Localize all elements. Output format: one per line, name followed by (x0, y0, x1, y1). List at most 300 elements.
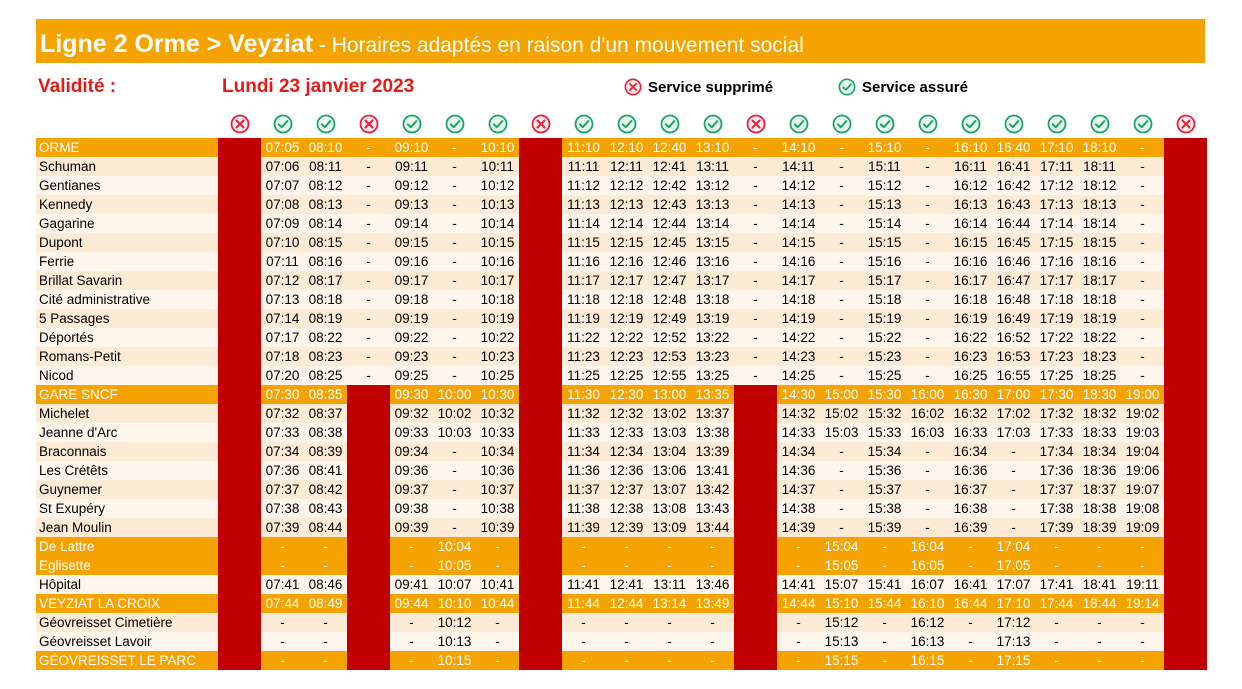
time-cell: 15:38 (863, 499, 906, 518)
time-cell: 10:07 (433, 575, 476, 594)
time-cell: - (1035, 651, 1078, 670)
time-cell: - (1078, 556, 1121, 575)
stop-row (36, 480, 1207, 499)
suppressed-cell (218, 233, 261, 252)
time-cell: - (562, 556, 605, 575)
suppressed-cell (519, 138, 562, 157)
time-cell: - (906, 347, 949, 366)
time-cell: - (347, 214, 390, 233)
time-cell: 08:11 (304, 157, 347, 176)
suppressed-cell (1164, 651, 1207, 670)
time-cell: 16:49 (992, 309, 1035, 328)
check-circle-icon (1090, 114, 1110, 134)
time-cell: 11:30 (562, 385, 605, 404)
time-cell: 13:18 (691, 290, 734, 309)
time-cell: - (390, 537, 433, 556)
time-cell: 11:33 (562, 423, 605, 442)
time-cell: 16:04 (906, 537, 949, 556)
time-cell: - (433, 290, 476, 309)
time-cell: 16:44 (992, 214, 1035, 233)
time-cell: - (433, 366, 476, 385)
time-cell: - (734, 328, 777, 347)
suppressed-cell (1164, 556, 1207, 575)
time-cell: - (949, 632, 992, 651)
time-cell: 11:10 (562, 138, 605, 157)
time-cell: - (820, 252, 863, 271)
time-cell: - (1121, 271, 1164, 290)
time-cell: 11:22 (562, 328, 605, 347)
time-cell: 12:30 (605, 385, 648, 404)
legend-suppressed (624, 78, 773, 96)
suppressed-cell (347, 651, 390, 670)
time-cell: - (648, 556, 691, 575)
time-cell: 15:10 (863, 138, 906, 157)
stop-row (36, 290, 1207, 309)
time-cell: - (1121, 290, 1164, 309)
stop-name: Dupont (36, 233, 218, 252)
time-cell: 16:11 (949, 157, 992, 176)
time-cell: 15:11 (863, 157, 906, 176)
time-cell: - (562, 537, 605, 556)
time-cell: 15:39 (863, 518, 906, 537)
time-cell: - (1121, 651, 1164, 670)
timetable (36, 138, 1207, 670)
suppressed-cell (218, 157, 261, 176)
stop-row (36, 138, 1207, 157)
time-cell: - (347, 195, 390, 214)
time-cell: - (906, 480, 949, 499)
suppressed-cell (347, 556, 390, 575)
time-cell: - (1121, 176, 1164, 195)
time-cell: 09:44 (390, 594, 433, 613)
time-cell: 13:09 (648, 518, 691, 537)
time-cell: - (1035, 556, 1078, 575)
time-cell: 15:44 (863, 594, 906, 613)
time-cell: - (949, 556, 992, 575)
time-cell: 15:32 (863, 404, 906, 423)
stop-name: Eglisette (36, 556, 218, 575)
time-cell: - (734, 309, 777, 328)
time-cell: 16:39 (949, 518, 992, 537)
time-cell: - (1121, 309, 1164, 328)
time-cell: 13:23 (691, 347, 734, 366)
time-cell: - (691, 613, 734, 632)
time-cell: - (605, 613, 648, 632)
time-cell: 11:18 (562, 290, 605, 309)
stop-row (36, 176, 1207, 195)
time-cell: 08:15 (304, 233, 347, 252)
check-circle-icon (1133, 114, 1153, 134)
suppressed-cell (218, 195, 261, 214)
suppressed-cell (734, 461, 777, 480)
service-status-row (0, 114, 1242, 136)
time-cell: 08:39 (304, 442, 347, 461)
time-cell: 10:44 (476, 594, 519, 613)
time-cell: 15:18 (863, 290, 906, 309)
time-cell: 15:14 (863, 214, 906, 233)
suppressed-cell (519, 651, 562, 670)
check-circle-icon (961, 114, 981, 134)
time-cell: - (347, 328, 390, 347)
time-cell: 19:14 (1121, 594, 1164, 613)
time-cell: 10:10 (476, 138, 519, 157)
time-cell: 13:04 (648, 442, 691, 461)
time-cell: - (433, 252, 476, 271)
title-banner (36, 19, 1205, 63)
stop-name: Romans-Petit (36, 347, 218, 366)
time-cell: - (906, 328, 949, 347)
time-cell: 12:44 (605, 594, 648, 613)
suppressed-cell (218, 404, 261, 423)
suppressed-cell (1164, 195, 1207, 214)
suppressed-cell (218, 271, 261, 290)
time-cell: 12:48 (648, 290, 691, 309)
suppressed-cell (1164, 480, 1207, 499)
time-cell: 12:17 (605, 271, 648, 290)
time-cell: - (820, 518, 863, 537)
time-cell: 10:25 (476, 366, 519, 385)
stop-name: Ferrie (36, 252, 218, 271)
time-cell: 18:34 (1078, 442, 1121, 461)
time-cell: - (820, 366, 863, 385)
suppressed-cell (519, 195, 562, 214)
time-cell: 16:36 (949, 461, 992, 480)
check-circle-icon (838, 78, 856, 96)
time-cell: 07:44 (261, 594, 304, 613)
time-cell: - (433, 271, 476, 290)
time-cell: - (734, 157, 777, 176)
time-cell: 16:42 (992, 176, 1035, 195)
time-cell: - (261, 556, 304, 575)
time-cell: 07:09 (261, 214, 304, 233)
suppressed-cell (519, 423, 562, 442)
time-cell: 10:16 (476, 252, 519, 271)
time-cell: - (605, 632, 648, 651)
time-cell: 12:46 (648, 252, 691, 271)
stop-row (36, 252, 1207, 271)
stop-row (36, 195, 1207, 214)
time-cell: 17:00 (992, 385, 1035, 404)
suppressed-cell (519, 176, 562, 195)
time-cell: 12:15 (605, 233, 648, 252)
time-cell: - (562, 651, 605, 670)
time-cell: 17:15 (992, 651, 1035, 670)
time-cell: 11:23 (562, 347, 605, 366)
time-cell: 13:38 (691, 423, 734, 442)
stop-row (36, 423, 1207, 442)
time-cell: 10:10 (433, 594, 476, 613)
time-cell: 08:44 (304, 518, 347, 537)
time-cell: - (734, 366, 777, 385)
time-cell: - (820, 290, 863, 309)
time-cell: 07:08 (261, 195, 304, 214)
suppressed-cell (1164, 442, 1207, 461)
suppressed-cell (347, 480, 390, 499)
time-cell: - (1078, 537, 1121, 556)
time-cell: 18:14 (1078, 214, 1121, 233)
legend-ensured-label: Service assuré (862, 78, 968, 96)
time-cell: 13:03 (648, 423, 691, 442)
stop-row (36, 271, 1207, 290)
stop-row (36, 328, 1207, 347)
suppressed-cell (519, 632, 562, 651)
time-cell: 15:10 (820, 594, 863, 613)
stop-name: Gagarine (36, 214, 218, 233)
time-cell: - (1035, 613, 1078, 632)
time-cell: 16:12 (949, 176, 992, 195)
time-cell: 14:37 (777, 480, 820, 499)
time-cell: 10:30 (476, 385, 519, 404)
time-cell: 12:52 (648, 328, 691, 347)
time-cell: 12:43 (648, 195, 691, 214)
time-cell: - (433, 309, 476, 328)
time-cell: 10:22 (476, 328, 519, 347)
time-cell: 17:34 (1035, 442, 1078, 461)
time-cell: 13:07 (648, 480, 691, 499)
suppressed-cell (218, 176, 261, 195)
time-cell: - (433, 518, 476, 537)
time-cell: - (906, 157, 949, 176)
time-cell: 18:36 (1078, 461, 1121, 480)
check-circle-icon (660, 114, 680, 134)
time-cell: 09:41 (390, 575, 433, 594)
suppressed-cell (218, 480, 261, 499)
time-cell: 18:44 (1078, 594, 1121, 613)
suppressed-cell (734, 575, 777, 594)
suppressed-cell (347, 385, 390, 404)
time-cell: - (433, 499, 476, 518)
time-cell: - (433, 214, 476, 233)
time-cell: - (347, 309, 390, 328)
suppressed-cell (734, 480, 777, 499)
time-cell: 12:45 (648, 233, 691, 252)
time-cell: - (992, 442, 1035, 461)
time-cell: 13:08 (648, 499, 691, 518)
suppressed-cell (519, 385, 562, 404)
time-cell: 12:39 (605, 518, 648, 537)
time-cell: 18:30 (1078, 385, 1121, 404)
time-cell: 15:17 (863, 271, 906, 290)
time-cell: - (304, 556, 347, 575)
time-cell: 16:16 (949, 252, 992, 271)
time-cell: 12:12 (605, 176, 648, 195)
time-cell: 10:14 (476, 214, 519, 233)
time-cell: - (1121, 366, 1164, 385)
time-cell: 18:33 (1078, 423, 1121, 442)
time-cell: 13:17 (691, 271, 734, 290)
time-cell: - (347, 157, 390, 176)
time-cell: - (304, 537, 347, 556)
time-cell: - (734, 347, 777, 366)
time-cell: 16:18 (949, 290, 992, 309)
time-cell: - (777, 537, 820, 556)
time-cell: - (347, 366, 390, 385)
stop-row (36, 461, 1207, 480)
time-cell: 16:33 (949, 423, 992, 442)
stop-name: Schuman (36, 157, 218, 176)
time-cell: 08:25 (304, 366, 347, 385)
time-cell: - (949, 537, 992, 556)
time-cell: 08:42 (304, 480, 347, 499)
suppressed-cell (519, 480, 562, 499)
check-circle-icon (1004, 114, 1024, 134)
stop-row (36, 385, 1207, 404)
time-cell: 13:19 (691, 309, 734, 328)
time-cell: 11:14 (562, 214, 605, 233)
time-cell: 17:25 (1035, 366, 1078, 385)
time-cell: 10:23 (476, 347, 519, 366)
stop-name: Déportés (36, 328, 218, 347)
time-cell: - (906, 309, 949, 328)
time-cell: 14:16 (777, 252, 820, 271)
time-cell: 10:03 (433, 423, 476, 442)
time-cell: 07:12 (261, 271, 304, 290)
time-cell: 08:41 (304, 461, 347, 480)
time-cell: - (605, 651, 648, 670)
time-cell: 14:18 (777, 290, 820, 309)
time-cell: - (949, 613, 992, 632)
time-cell: 12:23 (605, 347, 648, 366)
time-cell: - (1121, 214, 1164, 233)
time-cell: 15:02 (820, 404, 863, 423)
time-cell: 13:06 (648, 461, 691, 480)
time-cell: 08:49 (304, 594, 347, 613)
time-cell: 10:38 (476, 499, 519, 518)
stop-name: 5 Passages (36, 309, 218, 328)
time-cell: 13:46 (691, 575, 734, 594)
time-cell: 08:14 (304, 214, 347, 233)
time-cell: - (906, 252, 949, 271)
time-cell: 09:39 (390, 518, 433, 537)
time-cell: 15:12 (863, 176, 906, 195)
time-cell: 09:19 (390, 309, 433, 328)
time-cell: 14:33 (777, 423, 820, 442)
time-cell: - (992, 518, 1035, 537)
time-cell: 16:55 (992, 366, 1035, 385)
time-cell: - (820, 480, 863, 499)
time-cell: 12:41 (648, 157, 691, 176)
time-cell: 17:17 (1035, 271, 1078, 290)
suppressed-cell (218, 214, 261, 233)
time-cell: - (261, 537, 304, 556)
stop-row (36, 157, 1207, 176)
time-cell: - (863, 613, 906, 632)
time-cell: 09:14 (390, 214, 433, 233)
time-cell: 16:38 (949, 499, 992, 518)
time-cell: 07:07 (261, 176, 304, 195)
time-cell: - (1121, 252, 1164, 271)
check-circle-icon (789, 114, 809, 134)
check-circle-icon (316, 114, 336, 134)
time-cell: 12:32 (605, 404, 648, 423)
time-cell: - (820, 233, 863, 252)
stop-row (36, 404, 1207, 423)
time-cell: 17:16 (1035, 252, 1078, 271)
suppressed-cell (218, 518, 261, 537)
suppressed-cell (734, 518, 777, 537)
time-cell: - (261, 613, 304, 632)
time-cell: - (390, 613, 433, 632)
suppressed-cell (734, 651, 777, 670)
suppressed-cell (218, 252, 261, 271)
stop-name: Michelet (36, 404, 218, 423)
time-cell: 16:40 (992, 138, 1035, 157)
time-cell: - (906, 366, 949, 385)
time-cell: - (433, 195, 476, 214)
stop-row (36, 518, 1207, 537)
time-cell: 17:12 (992, 613, 1035, 632)
suppressed-cell (1164, 157, 1207, 176)
time-cell: - (1121, 613, 1164, 632)
time-cell: 12:53 (648, 347, 691, 366)
suppressed-cell (218, 385, 261, 404)
check-circle-icon (832, 114, 852, 134)
suppressed-cell (347, 575, 390, 594)
time-cell: - (820, 138, 863, 157)
time-cell: 10:12 (476, 176, 519, 195)
time-cell: 17:30 (1035, 385, 1078, 404)
time-cell: 13:00 (648, 385, 691, 404)
suppressed-cell (1164, 176, 1207, 195)
suppressed-cell (519, 347, 562, 366)
stop-row (36, 309, 1207, 328)
time-cell: 13:43 (691, 499, 734, 518)
stop-row (36, 613, 1207, 632)
time-cell: - (906, 176, 949, 195)
time-cell: - (562, 613, 605, 632)
time-cell: - (992, 461, 1035, 480)
time-cell: - (734, 195, 777, 214)
time-cell: 16:05 (906, 556, 949, 575)
time-cell: - (777, 556, 820, 575)
time-cell: - (433, 461, 476, 480)
time-cell: - (562, 632, 605, 651)
time-cell: 10:00 (433, 385, 476, 404)
time-cell: 15:00 (820, 385, 863, 404)
time-cell: - (734, 290, 777, 309)
stop-row (36, 442, 1207, 461)
time-cell: 18:38 (1078, 499, 1121, 518)
check-circle-icon (875, 114, 895, 134)
suppressed-cell (1164, 347, 1207, 366)
time-cell: - (1121, 556, 1164, 575)
time-cell: 14:23 (777, 347, 820, 366)
time-cell: - (347, 233, 390, 252)
time-cell: 16:15 (949, 233, 992, 252)
time-cell: - (390, 556, 433, 575)
time-cell: 11:38 (562, 499, 605, 518)
time-cell: 10:15 (433, 651, 476, 670)
check-circle-icon (918, 114, 938, 134)
time-cell: 14:10 (777, 138, 820, 157)
suppressed-cell (734, 613, 777, 632)
suppressed-cell (218, 138, 261, 157)
suppressed-cell (519, 214, 562, 233)
time-cell: 16:10 (906, 594, 949, 613)
time-cell: - (476, 613, 519, 632)
suppressed-cell (218, 632, 261, 651)
suppressed-cell (218, 347, 261, 366)
time-cell: - (863, 556, 906, 575)
suppressed-cell (218, 594, 261, 613)
stop-row (36, 651, 1207, 670)
time-cell: 14:44 (777, 594, 820, 613)
time-cell: 16:23 (949, 347, 992, 366)
time-cell: - (863, 651, 906, 670)
time-cell: 13:39 (691, 442, 734, 461)
time-cell: 16:17 (949, 271, 992, 290)
time-cell: 17:14 (1035, 214, 1078, 233)
